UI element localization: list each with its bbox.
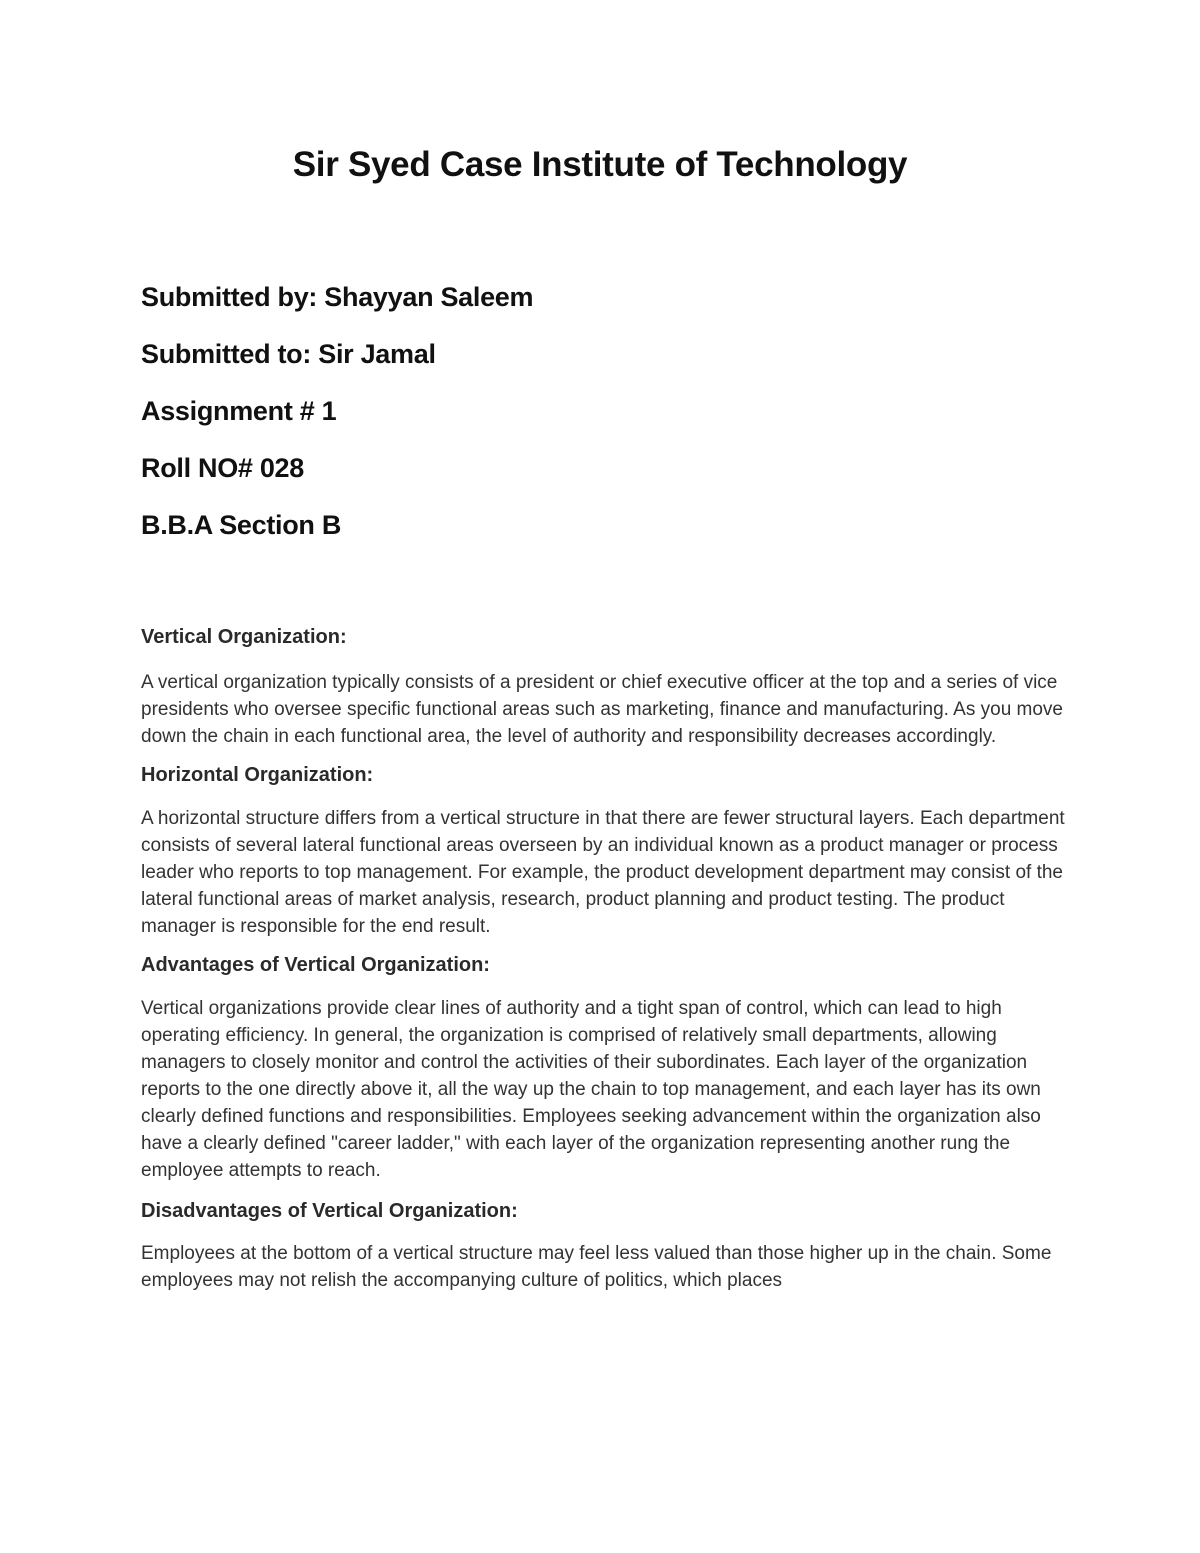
assignment-number: Assignment # 1 <box>141 396 337 426</box>
submitted-to: Submitted to: Sir Jamal <box>141 339 436 369</box>
document-title: Sir Syed Case Institute of Technology <box>292 145 908 184</box>
document-body <box>141 622 1071 1294</box>
class-section: B.B.A Section B <box>141 510 342 540</box>
roll-number: Roll NO# 028 <box>141 453 304 483</box>
section-text-disadvantages: Employees at the bottom of a vertical structure may feel less valued than those higher up in the chain. Some employees may not relish the accompanying culture of politics, which places <box>141 1243 1052 1291</box>
section-text-horizontal: A horizontal structure differs from a vertical structure in that there are fewer structural layers. Each department consists of several lateral functional areas overseen by an individual known as a product manager or process leader who reports to top management. For example, the product development department may consist of the lateral functional areas of market analysis, research, product planning and product testing. The product manager is responsible for the end result. <box>141 808 1065 937</box>
section-text-vertical: A vertical organization typically consists of a president or chief executive officer at the top and a series of vice presidents who oversee specific functional areas such as marketing, finance and manufacturing. As you move down the chain in each functional area, the level of authority and responsibility decreases accordingly. <box>141 672 1064 747</box>
section-text-advantages: Vertical organizations provide clear lines of authority and a tight span of control, which can lead to high operating efficiency. In general, the organization is comprised of relatively small departments, allowing managers to closely monitor and control the activities of their subordinates. Each layer of the organization reports to the one directly above it, all the way up the chain to top management, and each layer has its own clearly defined functions and responsibilities. Employees seeking advancement within the organization also have a clearly defined "career ladder," with each layer of the organization representing another rung the employee attempts to reach. <box>141 998 1041 1181</box>
section-heading-horizontal: Horizontal Organization: <box>141 764 374 786</box>
section-heading-vertical: Vertical Organization: <box>141 626 347 648</box>
submission-details <box>141 281 533 566</box>
submitted-by: Submitted by: Shayyan Saleem <box>141 282 534 312</box>
section-heading-advantages: Advantages of Vertical Organization: <box>141 954 490 976</box>
section-heading-disadvantages: Disadvantages of Vertical Organization: <box>141 1200 518 1222</box>
